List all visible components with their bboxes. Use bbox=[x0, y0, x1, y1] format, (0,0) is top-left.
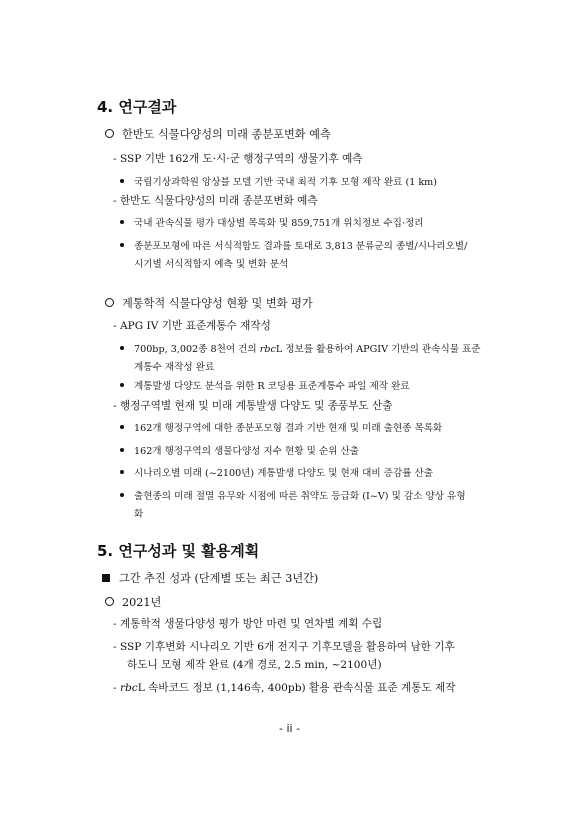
section-4-heading: 4. 연구결과 bbox=[97, 98, 177, 116]
dot-bullet-icon bbox=[120, 383, 124, 387]
dot-bullet-icon bbox=[120, 425, 124, 429]
square-bullet-icon bbox=[102, 574, 110, 582]
list-item: - 계통학적 생물다양성 평가 방안 마련 및 연차별 계획 수립 bbox=[113, 618, 383, 630]
bullet-item: 162개 행정구역에 대한 종분포모형 결과 기반 현재 및 미래 출현종 목록화 bbox=[120, 420, 442, 434]
section-5-heading: 5. 연구성과 및 활용계획 bbox=[97, 542, 260, 560]
bullet-item: 종분포모형에 따른 서식적합도 결과를 토대로 3,813 분류군의 종별/시나리오별/ bbox=[120, 238, 467, 252]
bullet-item-continued: 계통수 재작성 완료 bbox=[134, 362, 215, 373]
bullet-item: 출현종의 미래 절멸 유무와 시점에 따른 취약도 등급화 (I~V) 및 감소 양상 유형 bbox=[120, 488, 466, 502]
sub-heading: - 행정구역별 현재 및 미래 계통발생 다양도 및 종풍부도 산출 bbox=[113, 400, 393, 412]
bullet-item-continued: 화 bbox=[134, 509, 144, 520]
dot-bullet-icon bbox=[120, 243, 124, 247]
sub-heading: - SSP 기반 162개 도·시·군 행정구역의 생물기후 예측 bbox=[113, 153, 363, 165]
sub-heading: - APG IV 기반 표준계통수 재작성 bbox=[113, 320, 271, 332]
dot-bullet-icon bbox=[120, 346, 124, 350]
list-item: - rbcL 속바코드 정보 (1,146속, 400pb) 활용 관속식물 표준 계통도 제작 bbox=[113, 682, 456, 694]
bullet-item: 시나리오별 미래 (~2100년) 계통발생 다양도 및 현재 대비 증감률 산출 bbox=[120, 465, 433, 479]
gene-name: rbc bbox=[119, 682, 138, 694]
sub-heading: - 한반도 식물다양성의 미래 종분포변화 예측 bbox=[113, 195, 318, 207]
circle-bullet-icon bbox=[105, 298, 114, 307]
dot-bullet-icon bbox=[120, 493, 124, 497]
item-heading-phylogenetic-diversity: 계통학적 식물다양성 현황 및 변화 평가 bbox=[105, 295, 313, 311]
bullet-item: 국내 관속식물 평가 대상별 목록화 및 859,751개 위치정보 수집·정리 bbox=[120, 215, 424, 229]
bullet-item: 계통발생 다양도 분석을 위한 R 코딩용 표준계통수 파일 제작 완료 bbox=[120, 378, 410, 392]
circle-bullet-icon bbox=[105, 597, 114, 606]
list-item: - SSP 기후변화 시나리오 기반 6개 전지구 기후모델을 활용하여 남한 기후 bbox=[113, 641, 455, 653]
circle-bullet-icon bbox=[105, 129, 114, 138]
year-heading: 2021년 bbox=[105, 594, 161, 610]
bullet-item: 700bp, 3,002종 8천여 건의 rbcL 정보를 활용하여 APGIV 기반의 관속식물 표준 bbox=[120, 341, 481, 355]
gene-name: rbc bbox=[259, 344, 276, 355]
item-heading-achievements: 그간 추진 성과 (단계별 또는 최근 3년간) bbox=[102, 570, 318, 586]
dot-bullet-icon bbox=[120, 220, 124, 224]
dot-bullet-icon bbox=[120, 179, 124, 183]
item-heading-species-distribution: 한반도 식물다양성의 미래 종분포변화 예측 bbox=[105, 126, 331, 142]
bullet-item: 162개 행정구역의 생물다양성 지수 현황 및 순위 산출 bbox=[120, 443, 359, 457]
dot-bullet-icon bbox=[120, 448, 124, 452]
bullet-item: 국립기상과학원 앙상블 모델 기반 국내 최적 기후 모형 제작 완료 (1 km) bbox=[120, 174, 437, 188]
dot-bullet-icon bbox=[120, 470, 124, 474]
list-item-continued: 하도니 모형 제작 완료 (4개 경로, 2.5 min, ~2100년) bbox=[127, 659, 382, 671]
page-number: - ii - bbox=[279, 722, 301, 735]
bullet-item-continued: 시기별 서식적합지 예측 및 변화 분석 bbox=[134, 259, 289, 270]
